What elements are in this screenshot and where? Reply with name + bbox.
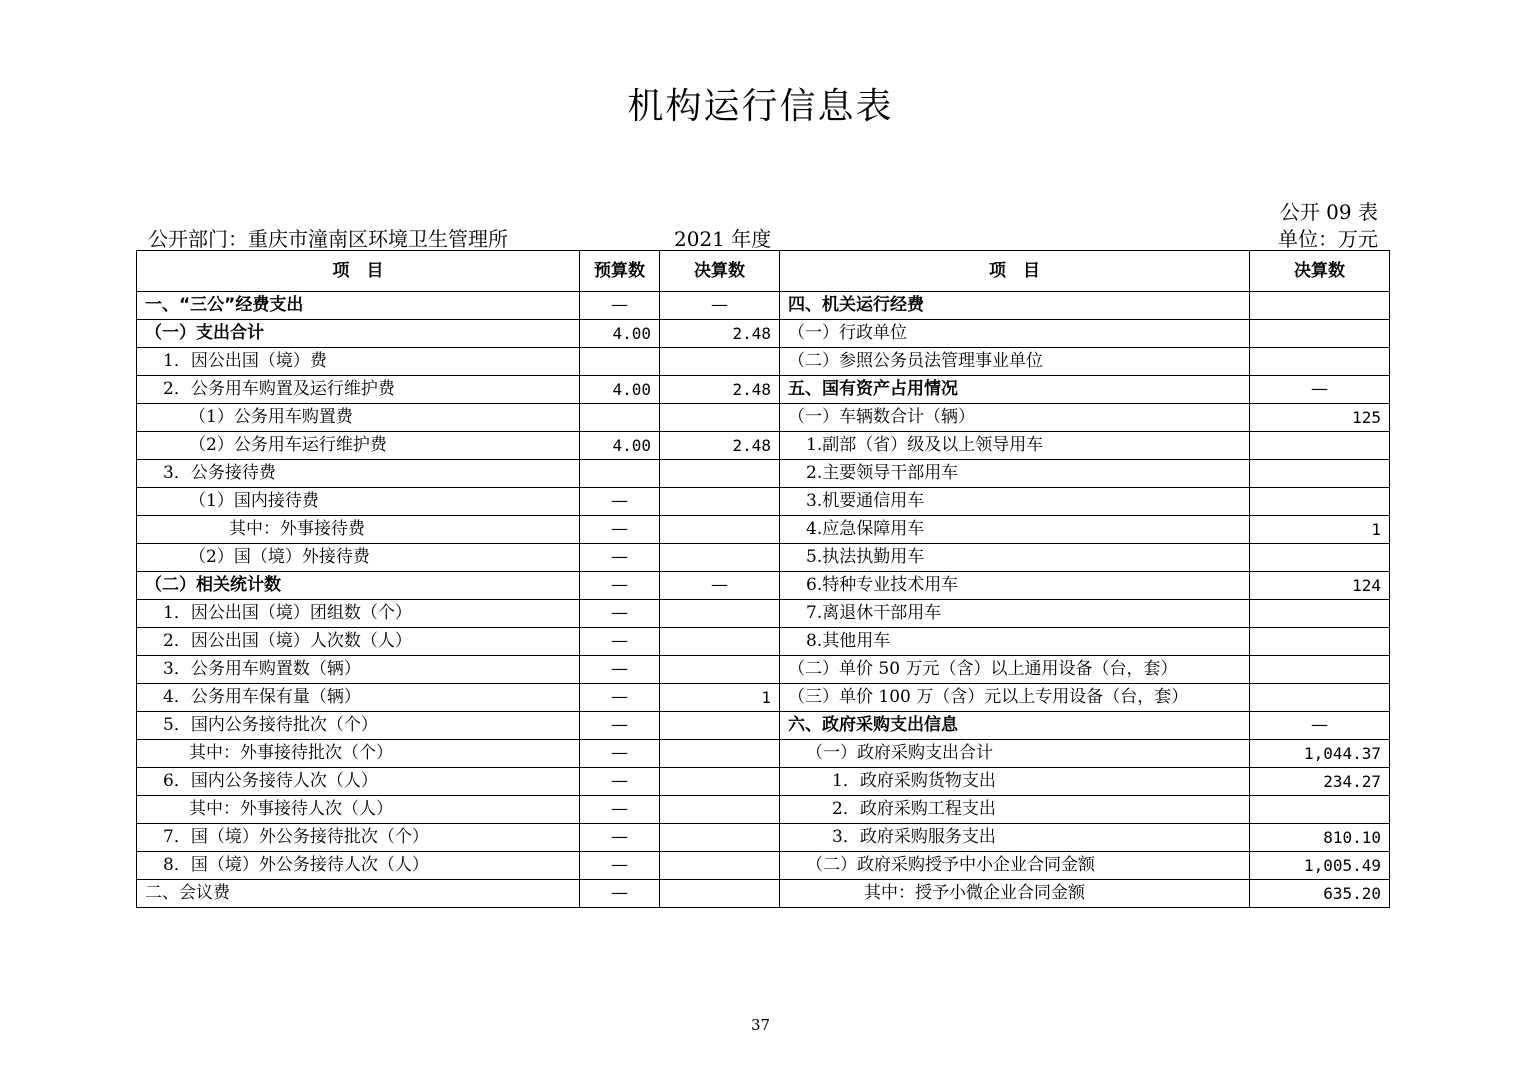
right-item-cell: 1.副部（省）级及以上领导用车 xyxy=(780,432,1250,460)
left-item-cell: 2．公务用车购置及运行维护费 xyxy=(137,376,580,404)
final-right-cell: 1 xyxy=(1250,516,1390,544)
header-item-left: 项 目 xyxy=(137,251,580,292)
final-right-cell xyxy=(1250,460,1390,488)
left-item-cell: 1．因公出国（境）团组数（个） xyxy=(137,600,580,628)
right-item-cell: 1．政府采购货物支出 xyxy=(780,768,1250,796)
left-item-cell: 2．因公出国（境）人次数（人） xyxy=(137,628,580,656)
final-right-cell: 635.20 xyxy=(1250,880,1390,908)
budget-cell: — xyxy=(580,628,660,656)
table-row xyxy=(137,488,1390,516)
left-item-cell: 3．公务用车购置数（辆） xyxy=(137,656,580,684)
fiscal-year: 2021 年度 xyxy=(674,227,772,251)
budget-cell: — xyxy=(580,852,660,880)
right-item-cell: 五、国有资产占用情况 xyxy=(780,376,1250,404)
budget-cell: — xyxy=(580,712,660,740)
right-item-cell: 2．政府采购工程支出 xyxy=(780,796,1250,824)
final-right-cell xyxy=(1250,488,1390,516)
final-left-cell xyxy=(660,712,780,740)
right-item-cell: 3．政府采购服务支出 xyxy=(780,824,1250,852)
left-item-cell: 其中：外事接待人次（人） xyxy=(137,796,580,824)
final-left-cell xyxy=(660,600,780,628)
final-right-cell: 234.27 xyxy=(1250,768,1390,796)
final-right-cell xyxy=(1250,796,1390,824)
final-left-cell: 2.48 xyxy=(660,320,780,348)
form-number: 公开 09 表 xyxy=(1279,200,1378,224)
table-row xyxy=(137,572,1390,600)
final-right-cell: 124 xyxy=(1250,572,1390,600)
final-left-cell xyxy=(660,880,780,908)
header-budget: 预算数 xyxy=(580,251,660,292)
table-body xyxy=(137,292,1390,908)
final-right-cell xyxy=(1250,432,1390,460)
left-item-cell: （1）公务用车购置费 xyxy=(137,404,580,432)
final-left-cell xyxy=(660,628,780,656)
right-item-cell: 四、机关运行经费 xyxy=(780,292,1250,320)
right-item-cell: 8.其他用车 xyxy=(780,628,1250,656)
table-row xyxy=(137,516,1390,544)
final-left-cell xyxy=(660,852,780,880)
budget-cell xyxy=(580,348,660,376)
table-row xyxy=(137,320,1390,348)
final-left-cell: 2.48 xyxy=(660,432,780,460)
table-row xyxy=(137,292,1390,320)
table-row xyxy=(137,628,1390,656)
left-item-cell: 其中：外事接待批次（个） xyxy=(137,740,580,768)
final-right-cell: — xyxy=(1250,376,1390,404)
right-item-cell: 6.特种专业技术用车 xyxy=(780,572,1250,600)
final-left-cell xyxy=(660,768,780,796)
final-left-cell xyxy=(660,796,780,824)
table-row xyxy=(137,656,1390,684)
final-left-cell xyxy=(660,740,780,768)
final-right-cell xyxy=(1250,292,1390,320)
page-title: 机构运行信息表 xyxy=(627,86,894,127)
table-row xyxy=(137,852,1390,880)
right-item-cell: 2.主要领导干部用车 xyxy=(780,460,1250,488)
table-row xyxy=(137,796,1390,824)
final-left-cell xyxy=(660,544,780,572)
left-item-cell: 二、会议费 xyxy=(137,880,580,908)
table-row xyxy=(137,880,1390,908)
budget-cell: 4.00 xyxy=(580,320,660,348)
right-item-cell: 4.应急保障用车 xyxy=(780,516,1250,544)
final-right-cell: 1,005.49 xyxy=(1250,852,1390,880)
final-right-cell xyxy=(1250,656,1390,684)
table-row xyxy=(137,460,1390,488)
left-item-cell: 8．国（境）外公务接待人次（人） xyxy=(137,852,580,880)
right-item-cell: 六、政府采购支出信息 xyxy=(780,712,1250,740)
table-row xyxy=(137,376,1390,404)
right-item-cell: （一）政府采购支出合计 xyxy=(780,740,1250,768)
header-final-right: 决算数 xyxy=(1250,251,1390,292)
final-left-cell xyxy=(660,404,780,432)
left-item-cell: 3．公务接待费 xyxy=(137,460,580,488)
left-item-cell: （2）公务用车运行维护费 xyxy=(137,432,580,460)
final-left-cell xyxy=(660,656,780,684)
final-left-cell xyxy=(660,488,780,516)
right-item-cell: 3.机要通信用车 xyxy=(780,488,1250,516)
right-item-cell: （二）单价 50 万元（含）以上通用设备（台，套） xyxy=(780,656,1250,684)
page-number: 37 xyxy=(750,1016,771,1034)
budget-cell xyxy=(580,460,660,488)
table-row xyxy=(137,600,1390,628)
table-row xyxy=(137,432,1390,460)
budget-cell: 4.00 xyxy=(580,376,660,404)
final-right-cell: 810.10 xyxy=(1250,824,1390,852)
final-left-cell xyxy=(660,824,780,852)
right-item-cell: 5.执法执勤用车 xyxy=(780,544,1250,572)
left-item-cell: 5．国内公务接待批次（个） xyxy=(137,712,580,740)
header-final-left: 决算数 xyxy=(660,251,780,292)
left-item-cell: 7．国（境）外公务接待批次（个） xyxy=(137,824,580,852)
right-item-cell: （一）行政单位 xyxy=(780,320,1250,348)
right-item-cell: （二）政府采购授予中小企业合同金额 xyxy=(780,852,1250,880)
table-header-row xyxy=(137,251,1390,292)
left-item-cell: 1．因公出国（境）费 xyxy=(137,348,580,376)
final-left-cell: — xyxy=(660,292,780,320)
unit-label: 单位：万元 xyxy=(1278,227,1378,251)
right-item-cell: 其中：授予小微企业合同金额 xyxy=(780,880,1250,908)
budget-cell: — xyxy=(580,768,660,796)
budget-cell: — xyxy=(580,880,660,908)
left-item-cell: （2）国（境）外接待费 xyxy=(137,544,580,572)
table-row xyxy=(137,768,1390,796)
table-row xyxy=(137,740,1390,768)
budget-cell xyxy=(580,404,660,432)
info-table xyxy=(136,250,1390,908)
table-row xyxy=(137,404,1390,432)
final-left-cell: 1 xyxy=(660,684,780,712)
final-right-cell xyxy=(1250,544,1390,572)
header-item-right: 项 目 xyxy=(780,251,1250,292)
left-item-cell: （二）相关统计数 xyxy=(137,572,580,600)
final-right-cell xyxy=(1250,348,1390,376)
left-item-cell: （一）支出合计 xyxy=(137,320,580,348)
final-right-cell: — xyxy=(1250,712,1390,740)
left-item-cell: 4．公务用车保有量（辆） xyxy=(137,684,580,712)
budget-cell: — xyxy=(580,572,660,600)
budget-cell: — xyxy=(580,516,660,544)
left-item-cell: 其中：外事接待费 xyxy=(137,516,580,544)
left-item-cell: 6．国内公务接待人次（人） xyxy=(137,768,580,796)
budget-cell: — xyxy=(580,740,660,768)
budget-cell: — xyxy=(580,600,660,628)
budget-cell: — xyxy=(580,796,660,824)
right-item-cell: 7.离退休干部用车 xyxy=(780,600,1250,628)
left-item-cell: （1）国内接待费 xyxy=(137,488,580,516)
budget-cell: — xyxy=(580,684,660,712)
final-left-cell: — xyxy=(660,572,780,600)
final-right-cell: 125 xyxy=(1250,404,1390,432)
right-item-cell: （一）车辆数合计（辆） xyxy=(780,404,1250,432)
budget-cell: — xyxy=(580,292,660,320)
budget-cell: 4.00 xyxy=(580,432,660,460)
right-item-cell: （三）单价 100 万（含）元以上专用设备（台，套） xyxy=(780,684,1250,712)
table-row xyxy=(137,824,1390,852)
final-left-cell xyxy=(660,516,780,544)
final-right-cell xyxy=(1250,600,1390,628)
budget-cell: — xyxy=(580,544,660,572)
final-left-cell xyxy=(660,348,780,376)
final-left-cell: 2.48 xyxy=(660,376,780,404)
right-item-cell: （二）参照公务员法管理事业单位 xyxy=(780,348,1250,376)
table-row xyxy=(137,348,1390,376)
department-label: 公开部门：重庆市潼南区环境卫生管理所 xyxy=(148,227,508,251)
table-row xyxy=(137,712,1390,740)
final-right-cell: 1,044.37 xyxy=(1250,740,1390,768)
final-left-cell xyxy=(660,460,780,488)
final-right-cell xyxy=(1250,320,1390,348)
left-item-cell: 一、“三公”经费支出 xyxy=(137,292,580,320)
budget-cell: — xyxy=(580,824,660,852)
budget-cell: — xyxy=(580,488,660,516)
table-row xyxy=(137,544,1390,572)
budget-cell: — xyxy=(580,656,660,684)
final-right-cell xyxy=(1250,628,1390,656)
final-right-cell xyxy=(1250,684,1390,712)
table-row xyxy=(137,684,1390,712)
